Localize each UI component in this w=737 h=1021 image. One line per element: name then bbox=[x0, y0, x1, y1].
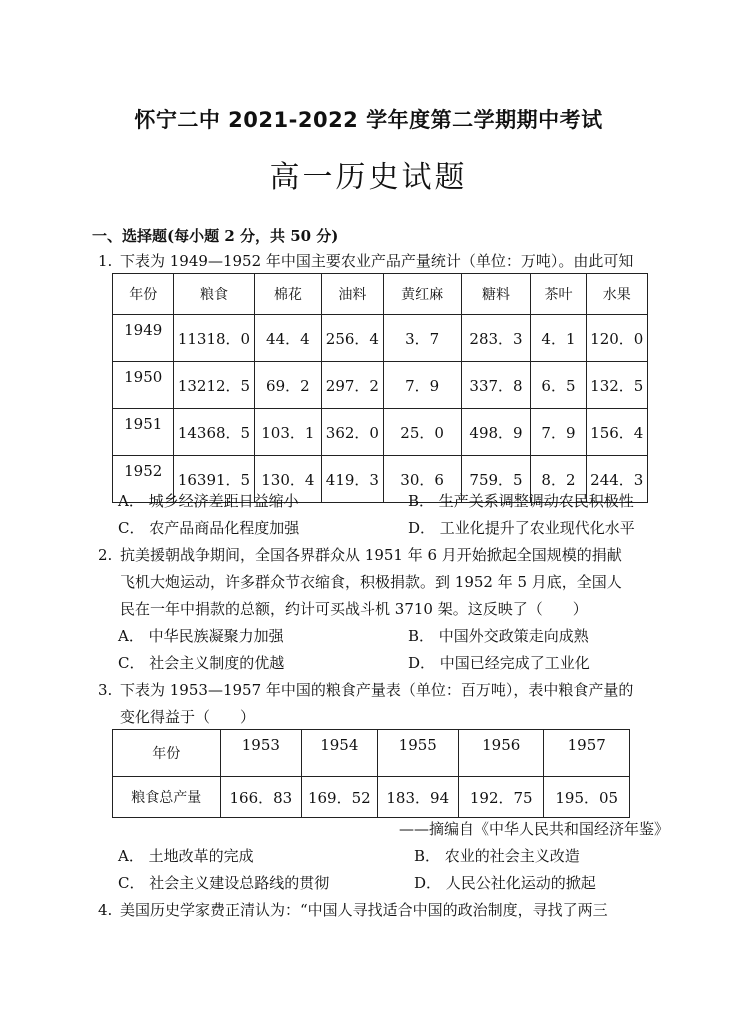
table-cell: 44．4 bbox=[254, 315, 322, 362]
table-cell: 3．7 bbox=[383, 315, 461, 362]
table-cell: 256．4 bbox=[322, 315, 383, 362]
table-cell: 1952 bbox=[113, 456, 174, 503]
q3-option-c[interactable]: C． 社会主义建设总路线的贯彻 bbox=[118, 874, 330, 892]
table-cell: 1955 bbox=[377, 730, 458, 777]
question-number: 4. bbox=[98, 901, 113, 919]
table-cell: 419．3 bbox=[322, 456, 383, 503]
grain-output-table bbox=[112, 729, 630, 818]
table-cell: 195．05 bbox=[544, 777, 630, 818]
table-cell: 192．75 bbox=[458, 777, 543, 818]
table-cell: 13212．5 bbox=[174, 362, 254, 409]
table-cell: 759．5 bbox=[461, 456, 531, 503]
table-header-cell: 黄红麻 bbox=[383, 274, 461, 315]
question-text: 飞机大炮运动，许多群众节衣缩食，积极捐款。到 1952 年 5 月底，全国人 bbox=[120, 573, 622, 591]
table-header-cell: 年份 bbox=[113, 274, 174, 315]
table-row bbox=[113, 362, 648, 409]
question-text: 下表为 1949—1952 年中国主要农业产品产量统计（单位：万吨）。由此可知 bbox=[120, 252, 634, 270]
table-cell: 244．3 bbox=[586, 456, 647, 503]
table-cell: 1951 bbox=[113, 409, 174, 456]
table-row bbox=[113, 409, 648, 456]
question-2-stem bbox=[98, 544, 622, 565]
table-header-cell: 油料 bbox=[322, 274, 383, 315]
table-cell: 14368．5 bbox=[174, 409, 254, 456]
table-header-cell: 水果 bbox=[586, 274, 647, 315]
q3-option-d[interactable]: D． 人民公社化运动的掀起 bbox=[414, 874, 596, 892]
q1-option-a[interactable]: A． 城乡经济差距日益缩小 bbox=[118, 492, 299, 510]
table-cell: 8．2 bbox=[531, 456, 586, 503]
table-cell: 283．3 bbox=[461, 315, 531, 362]
question-number: 1. bbox=[98, 252, 113, 270]
question-text: 下表为 1953—1957 年中国的粮食产量表（单位：百万吨），表中粮食产量的 bbox=[120, 681, 634, 699]
table-cell: 7．9 bbox=[383, 362, 461, 409]
question-number: 3. bbox=[98, 681, 113, 699]
table-cell: 7．9 bbox=[531, 409, 586, 456]
q1-option-d[interactable]: D． 工业化提升了农业现代化水平 bbox=[408, 519, 635, 537]
table-cell: 1953 bbox=[220, 730, 301, 777]
q2-option-a[interactable]: A． 中华民族凝聚力加强 bbox=[118, 627, 284, 645]
table-cell: 11318．0 bbox=[174, 315, 254, 362]
table-cell: 156．4 bbox=[586, 409, 647, 456]
table-header-cell: 糖料 bbox=[461, 274, 531, 315]
table-header-cell: 年份 bbox=[113, 730, 221, 777]
table-header-cell: 粮食总产量 bbox=[113, 777, 221, 818]
table-cell: 166．83 bbox=[220, 777, 301, 818]
q2-option-b[interactable]: B． 中国外交政策走向成熟 bbox=[408, 627, 589, 645]
question-text: 变化得益于（ ） bbox=[120, 708, 256, 726]
table-cell: 1957 bbox=[544, 730, 630, 777]
table-cell: 130．4 bbox=[254, 456, 322, 503]
table-cell: 132．5 bbox=[586, 362, 647, 409]
table-cell: 362．0 bbox=[322, 409, 383, 456]
question-4-stem bbox=[98, 899, 608, 920]
table-row bbox=[113, 777, 630, 818]
exam-title: 怀宁二中 2021-2022 学年度第二学期期中考试 bbox=[134, 108, 603, 132]
table-cell: 183．94 bbox=[377, 777, 458, 818]
question-number: 2. bbox=[98, 546, 113, 564]
table-header-cell: 棉花 bbox=[254, 274, 322, 315]
question-1-stem bbox=[98, 250, 633, 271]
table-cell: 30．6 bbox=[383, 456, 461, 503]
table-cell: 297．2 bbox=[322, 362, 383, 409]
table-header-cell: 茶叶 bbox=[531, 274, 586, 315]
table-header-row bbox=[113, 730, 630, 777]
table-cell: 1954 bbox=[302, 730, 377, 777]
table-cell: 69．2 bbox=[254, 362, 322, 409]
table-header-row bbox=[113, 274, 648, 315]
table-header-cell: 粮食 bbox=[174, 274, 254, 315]
table-cell: 498．9 bbox=[461, 409, 531, 456]
table-cell: 103．1 bbox=[254, 409, 322, 456]
section-heading: 一、选择题(每小题 2 分，共 50 分) bbox=[92, 227, 339, 245]
question-3-stem bbox=[98, 679, 633, 700]
table-cell: 6．5 bbox=[531, 362, 586, 409]
question-text: 美国历史学家费正清认为：“中国人寻找适合中国的政治制度，寻找了两三 bbox=[120, 901, 608, 919]
table-cell: 25．0 bbox=[383, 409, 461, 456]
question-text: 民在一年中捐款的总额，约计可买战斗机 3710 架。这反映了（ ） bbox=[120, 600, 588, 618]
table-cell: 120．0 bbox=[586, 315, 647, 362]
question-text: 抗美援朝战争期间，全国各界群众从 1951 年 6 月开始掀起全国规模的捐献 bbox=[120, 546, 622, 564]
table-cell: 16391．5 bbox=[174, 456, 254, 503]
q3-option-a[interactable]: A． 土地改革的完成 bbox=[118, 847, 254, 865]
q2-option-c[interactable]: C． 社会主义制度的优越 bbox=[118, 654, 285, 672]
subject-title: 高一历史试题 bbox=[269, 160, 468, 195]
table-cell: 4．1 bbox=[531, 315, 586, 362]
table-cell: 337．8 bbox=[461, 362, 531, 409]
table-cell: 1949 bbox=[113, 315, 174, 362]
table-cell: 1956 bbox=[458, 730, 543, 777]
q1-option-b[interactable]: B． 生产关系调整调动农民积极性 bbox=[408, 492, 634, 510]
q2-option-d[interactable]: D． 中国已经完成了工业化 bbox=[408, 654, 590, 672]
source-citation: ——摘编自《中华人民共和国经济年鉴》 bbox=[398, 820, 669, 838]
agri-output-table bbox=[112, 273, 648, 503]
table-cell: 169．52 bbox=[302, 777, 377, 818]
table-row bbox=[113, 315, 648, 362]
q1-option-c[interactable]: C． 农产品商品化程度加强 bbox=[118, 519, 300, 537]
table-cell: 1950 bbox=[113, 362, 174, 409]
q3-option-b[interactable]: B． 农业的社会主义改造 bbox=[414, 847, 580, 865]
